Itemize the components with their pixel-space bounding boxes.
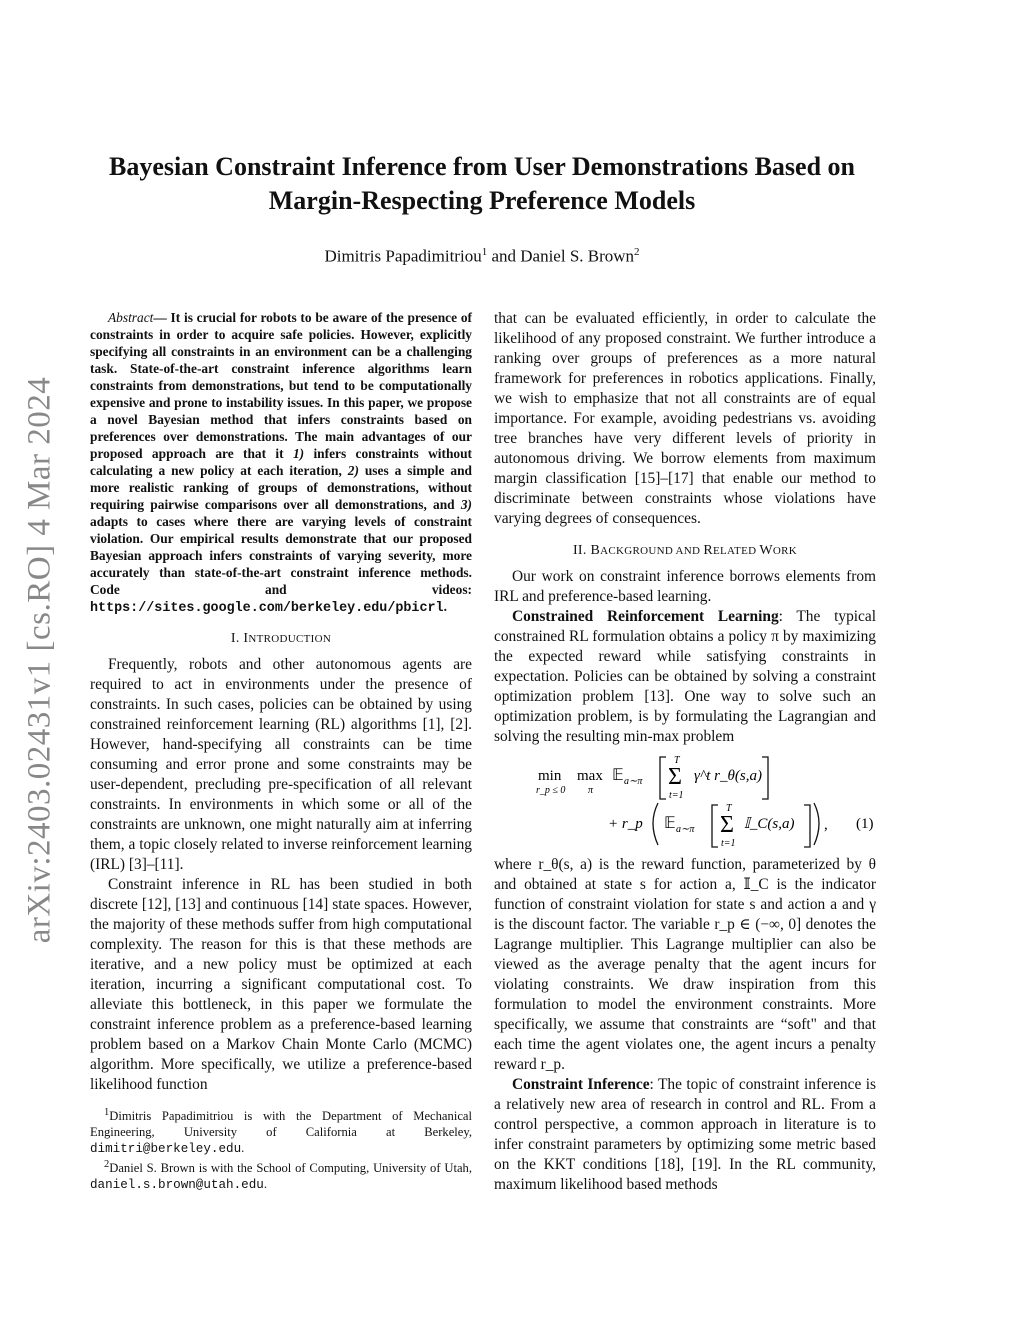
section-cap: B — [590, 543, 601, 558]
abstract-item-2: 2) — [347, 463, 359, 478]
footnote-1-end: . — [241, 1141, 245, 1156]
eq-min: min — [538, 768, 562, 784]
author-1-mark: 1 — [481, 246, 488, 258]
eq-sum-bottom-2: t=1 — [721, 838, 736, 849]
intro-paragraph-1: Frequently, robots and other autonomous agents are required to act in environments under the presence of constraints. In such cases, policies can be obtained by using constrained reinforcement learning (RL) algorithms [1], [2]. However, hand-specifying all constraints can be time consuming and error prone and some constraints may be user-dependent, precluding pre-specification of all relevant constraints. In environments in which some or all of the constraints are unknown, one might naturally aim at inferring them, a topic closely related to inverse reinforcement learning (IRL) [3]–[11]. — [90, 656, 472, 873]
ci-text: : The topic of constraint inference is a relatively new area of research in control and RL. From a control perspective, a common approach in literature is to infer constraint parameters by optimizing some metric based on the KKT conditions [18], [19]. In the RL community, maximum likelihood based methods — [494, 1076, 876, 1193]
section-heading-background — [494, 541, 876, 561]
abstract-label: Abstract — [108, 310, 154, 325]
eq-bracket-open-2 — [712, 805, 718, 847]
section-smallcaps: ACKGROUND AND — [600, 545, 704, 557]
eq-max-sub: π — [588, 785, 594, 796]
abstract-text-1: It is crucial for robots to be aware of the presence of constraints in order to acquire safe policies. However, explicitly specifying all constraints in an environment can be a challenging task. State-of-the-art constraint inference algorithms learn constraints from demonstrations, but tend to be computationally expensive and prone to instability issues. In this paper, we propose a novel Bayesian method that infers constraints based on preferences over demonstrations. The main advantages of our proposed approach are that it — [90, 310, 472, 461]
intro-paragraph-2: Constraint inference in RL has been studied in both discrete [12], [13] and continuous [14] state spaces. However, the majority of these methods suffer from high computational complexity. The reason for this is that these methods are iterative, and a new policy must be optimized at each iteration, incurring a significant computational cost. To alleviate this bottleneck, in this paper we formulate the constraint inference problem as a preference-based learning problem based on a Markov Chain Monte Carlo (MCMC) algorithm. More specifically, we utilize a preference-based likelihood function — [90, 876, 472, 1093]
abstract — [90, 309, 472, 617]
crl-text: : The typical constrained RL formulation obtains a policy π by maximizing the expected reward while satisfying constraints in expectation. Policies can be obtained by solving a constraint optimization problem [13]. One way to solve such an optimization problem, is by formulating the Lagrangian and solving the resulting min-max problem — [494, 608, 876, 745]
footnote-2-text: Daniel S. Brown is with the School of Computing, University of Utah, — [109, 1161, 472, 1176]
author-1: Dimitris Papadimitriou — [324, 246, 482, 266]
eq-bracket-close-2 — [804, 805, 810, 847]
eq-expectation: 𝔼 — [612, 767, 624, 784]
section-smallcaps: ELATED — [712, 545, 760, 557]
eq-bracket-open — [660, 757, 666, 799]
eq-paren-open — [653, 803, 658, 845]
section-smallcaps: ORK — [772, 545, 798, 557]
abstract-dash: — — [153, 310, 171, 325]
footnote-2 — [90, 1157, 472, 1193]
author-2-mark: 2 — [634, 246, 640, 258]
footnote-1-text: Dimitris Papadimitriou is with the Department of Mechanical Engineering, University of California at Berkeley, — [90, 1109, 472, 1140]
eq-sum-sign: Σ — [668, 764, 682, 790]
eq-penalty: + r_p — [608, 816, 643, 832]
section-cap: R — [703, 543, 713, 558]
arxiv-sidebar — [10, 350, 70, 970]
ci-paragraph — [494, 1075, 876, 1195]
eq-sum-sign-2: Σ — [720, 812, 734, 838]
paper-title — [60, 150, 904, 218]
author-and: and — [487, 246, 521, 266]
abstract-item-3: 3) — [460, 497, 472, 512]
author-line — [60, 246, 904, 267]
abstract-text-4: adapts to cases where there are varying levels of constraint violation. Our empirical results demonstrate that our proposed Bayesian approach infers constraints of varying severity, more accurately than state-of-the-art constraint inference methods. Code and videos: — [90, 514, 472, 597]
eq-number: (1) — [856, 816, 874, 832]
eq-sum-bottom: t=1 — [669, 790, 684, 801]
section-number: I. — [230, 631, 244, 646]
eq-expectation-sub: a∼π — [624, 776, 643, 787]
footnotes — [90, 1105, 472, 1193]
crl-paragraph — [494, 607, 876, 747]
arxiv-identifier: arXiv:2403.02431v1 [cs.RO] 4 Mar 2024 — [21, 376, 58, 944]
abstract-text-2: infers constraints without calculating a new policy at each iteration, — [90, 446, 472, 478]
ci-heading: Constraint Inference — [512, 1076, 650, 1093]
section-number: II. — [572, 543, 591, 558]
eq-bracket-close — [762, 757, 768, 799]
crl-heading: Constrained Reinforcement Learning — [512, 608, 779, 625]
eq-comma: , — [824, 817, 828, 833]
left-column — [90, 309, 472, 1193]
eq-sum-top-2: T — [726, 803, 732, 814]
eq-paren-close — [814, 803, 819, 845]
footnote-2-end: . — [263, 1177, 267, 1192]
eq-expectation-2: 𝔼 — [664, 815, 676, 832]
email-papadimitriou[interactable]: dimitri@berkeley.edu — [90, 1142, 242, 1157]
eq-expectation-2-sub: a∼π — [676, 824, 695, 835]
title-line-1: Bayesian Constraint Inference from User Demonstrations Based on — [108, 152, 856, 181]
section-smallcaps: NTRODUCTION — [248, 633, 332, 645]
intro-paragraph-continued: that can be evaluated efficiently, in order to calculate the likelihood of any proposed constraint. We further introduce a ranking over groups of preferences as a more natural framework for preferences in robotics applications. Finally, we wish to emphasize that not all constraints are of equal importance. For example, avoiding pedestrians vs. avoiding tree branches have very different levels of priority in autonomous driving. We borrow elements from maximum margin classification [15]–[17] that enable our method to discriminate between constraints whose violations have varying degrees of consequences. — [494, 310, 876, 527]
right-column — [494, 309, 876, 1195]
abstract-item-1: 1) — [292, 446, 305, 461]
code-link[interactable]: https://sites.google.com/berkeley.edu/pbicrl — [90, 601, 444, 616]
footnote-1-mark: 1 — [104, 1107, 110, 1118]
background-paragraph: Our work on constraint inference borrows elements from IRL and preference-based learning. — [494, 568, 876, 605]
section-cap: I — [243, 631, 249, 646]
where-paragraph: where r_θ(s, a) is the reward function, parameterized by θ and obtained at state s for action a, 𝕀_C is the indicator function of constraint violation for state s and action a and γ is the discount factor. The variable r_p ∈ (−∞, 0] denotes the Lagrange multiplier. This Lagrange multiplier can also be viewed as the average penalty that the agent incurs for violating constraints. We draw inspiration from this formulation to model the environment constraints. More specifically, we assume that constraints are “soft" and that each time the agent violates one, the agent incurs a penalty reward r_p. — [494, 856, 876, 1073]
section-heading-introduction — [90, 629, 472, 649]
abstract-text-3: uses a simple and more realistic ranking of groups of demonstrations, without requiring pairwise comparisons over all demonstrations, and — [90, 463, 473, 512]
author-2: Daniel S. Brown — [520, 246, 635, 266]
equation-1 — [494, 753, 876, 849]
title-line-2: Margin-Respecting Preference Models — [268, 186, 696, 215]
eq-min-sub: r_p ≤ 0 — [536, 785, 566, 796]
eq-max: max — [577, 768, 603, 784]
eq-sum-top: T — [674, 755, 680, 766]
email-brown[interactable]: daniel.s.brown@utah.edu — [90, 1178, 264, 1193]
footnote-2-mark: 2 — [104, 1159, 110, 1171]
eq-indicator-term: 𝕀_C(s,a) — [744, 816, 795, 832]
eq-reward-term: γ^t r_θ(s,a) — [694, 768, 762, 784]
footnote-1 — [90, 1105, 472, 1157]
section-cap: W — [759, 543, 773, 558]
abstract-end: . — [443, 599, 447, 614]
